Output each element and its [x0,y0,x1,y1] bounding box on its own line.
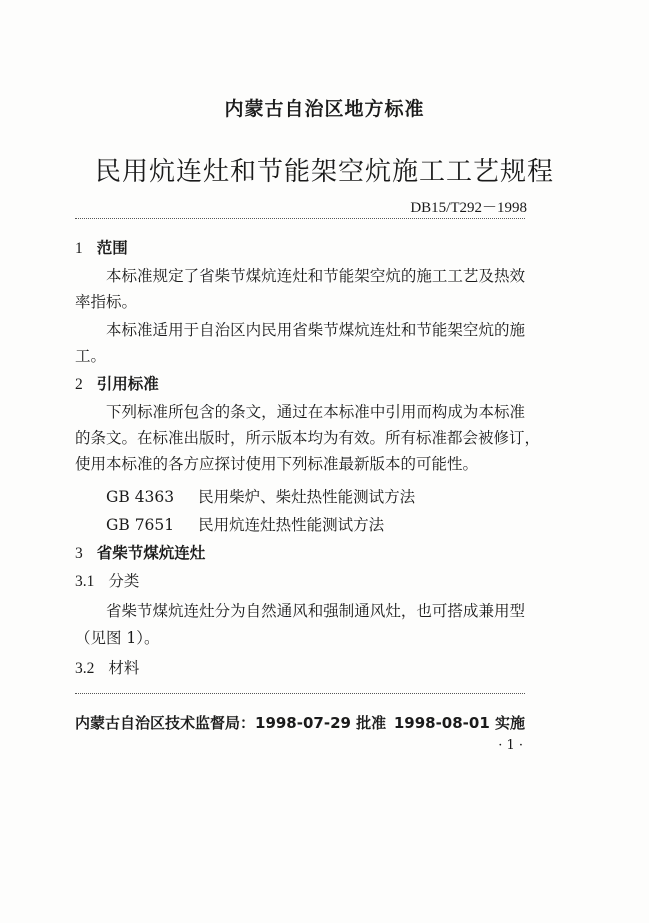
reference-name: 民用炕连灶热性能测试方法 [198,516,385,534]
issuing-authority: 内蒙古自治区地方标准 [224,98,425,120]
section-title: 引用标准 [96,375,159,393]
paragraph-line: 使用本标准的各方应探讨使用下列标准最新版本的可能性。 [75,455,479,473]
section-title: 范围 [96,239,128,257]
subsection-number: 3.2 [75,660,95,677]
approval-line: 内蒙古自治区技术监督局：1998-07-29 批准 [75,714,387,732]
footer-divider [75,693,525,694]
reference-code: GB 4363 [106,488,175,506]
section-3-heading [75,543,525,564]
paragraph-line: 的条文。在标准出版时，所示版本均为有效。所有标准都会被修订， [75,429,541,447]
reference-item [106,487,556,507]
paragraph-line: （见图 1）。 [75,629,160,647]
section-number: 3 [75,545,83,562]
effective-date: 1998-08-01 实施 [393,714,525,732]
page-number: · 1 · [498,738,523,753]
section-2-heading [75,374,525,395]
paragraph-line: 率指标。 [75,293,138,311]
paragraph-line: 工。 [75,347,107,365]
header-divider [75,218,525,219]
reference-name: 民用柴炉、柴灶热性能测试方法 [198,488,416,506]
standard-number: DB15/T292－1998 [410,200,527,216]
section-number: 2 [75,376,83,393]
subsection-3-1-heading [75,571,525,592]
paragraph-line: 省柴节煤炕连灶分为自然通风和强制通风灶，也可搭成兼用型 [106,602,525,620]
section-title: 省柴节煤炕连灶 [96,544,206,562]
paragraph-line: 本标准规定了省柴节煤炕连灶和节能架空炕的施工工艺及热效 [106,267,525,285]
paragraph-line: 本标准适用于自治区内民用省柴节煤炕连灶和节能架空炕的施 [106,321,525,339]
reference-item [106,515,556,535]
subsection-number: 3.1 [75,573,95,590]
document-title: 民用炕连灶和节能架空炕施工工艺规程 [94,157,554,187]
paragraph-line: 下列标准所包含的条文，通过在本标准中引用而构成为本标准 [106,403,525,421]
reference-code: GB 7651 [106,516,175,534]
subsection-title: 材料 [108,659,140,677]
subsection-3-2-heading [75,658,525,679]
section-1-heading [75,238,525,259]
subsection-title: 分类 [108,572,140,590]
section-number: 1 [75,240,83,257]
